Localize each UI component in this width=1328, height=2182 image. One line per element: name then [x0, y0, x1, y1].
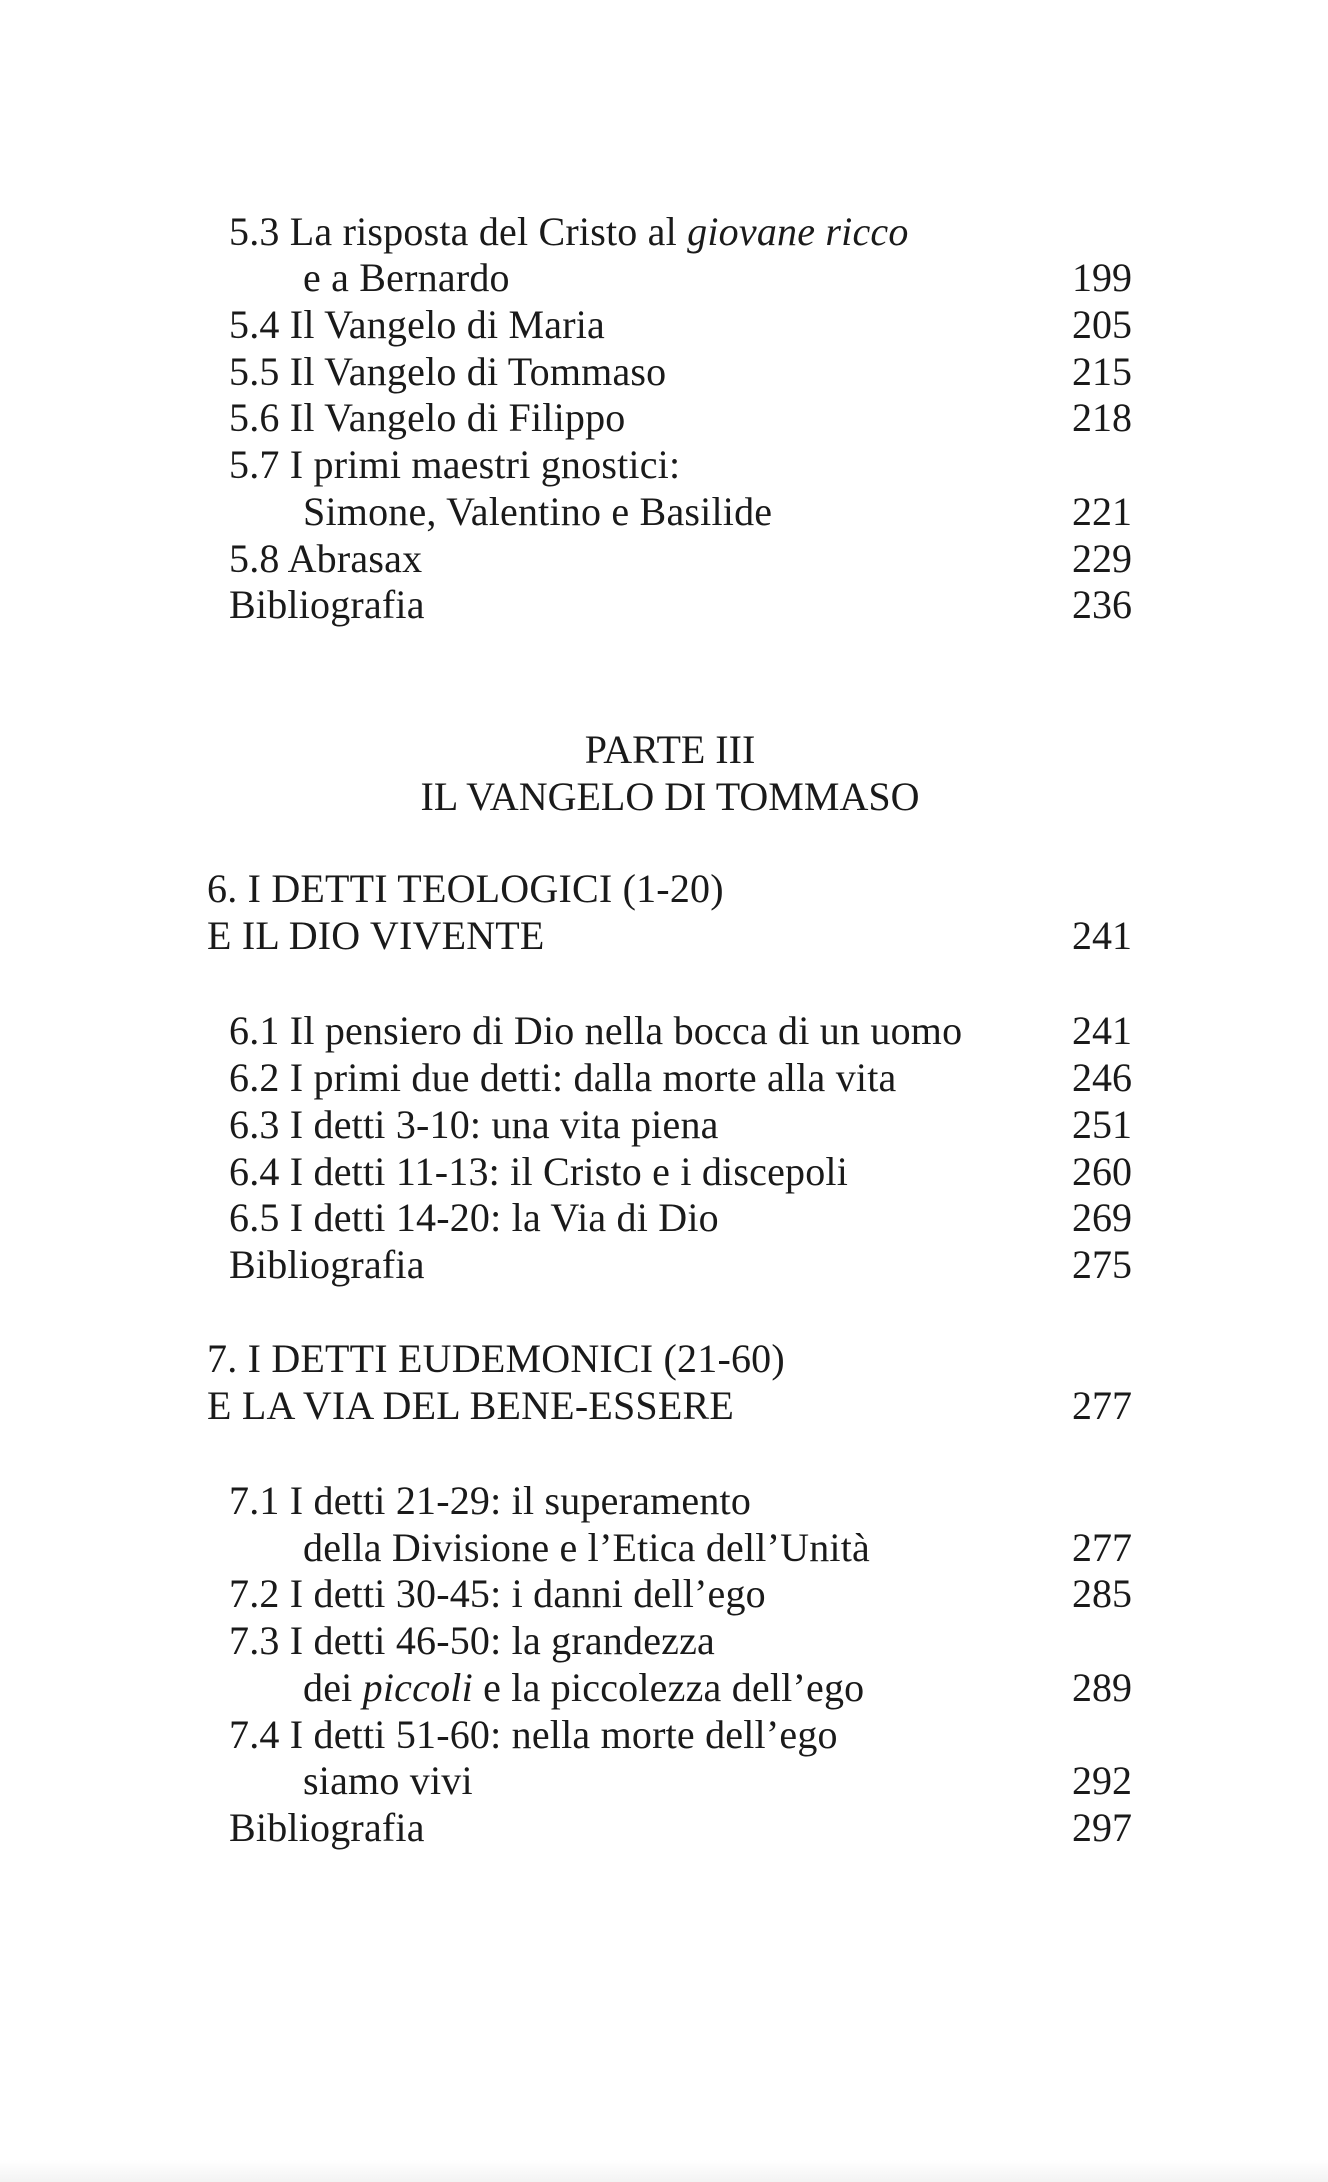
toc-entry-6-2: 6.2 I primi due detti: dalla morte alla vita [229, 1055, 897, 1100]
toc-entry-5-6: 5.6 Il Vangelo di Filippo [229, 395, 626, 440]
page-number: 269 [1072, 1195, 1132, 1240]
page-number: 241 [1072, 1008, 1132, 1053]
page-bottom-edge [0, 2160, 1328, 2182]
page-number: 199 [1072, 255, 1132, 300]
toc-entry-bibliografia: Bibliografia [229, 582, 425, 627]
page-number: 221 [1072, 489, 1132, 534]
page-number: 246 [1072, 1055, 1132, 1100]
page-number: 260 [1072, 1149, 1132, 1194]
toc-entry-6-1: 6.1 Il pensiero di Dio nella bocca di un uomo [229, 1008, 963, 1053]
page-number: 275 [1072, 1242, 1132, 1287]
chapter-6-title-line2: E IL DIO VIVENTE [207, 913, 545, 958]
page-number: 205 [1072, 302, 1132, 347]
part-label: PARTE III [584, 727, 756, 772]
toc-entry-7-1-line2: della Divisione e l’Etica dell’Unità [303, 1525, 871, 1570]
toc-entry-text: e la piccolezza dell’ego [472, 1665, 865, 1710]
chapter-7-title-line2: E LA VIA DEL BENE-ESSERE [207, 1383, 735, 1428]
page-number: 229 [1072, 536, 1132, 581]
page-number: 215 [1072, 349, 1132, 394]
page-number: 277 [1072, 1525, 1132, 1570]
page-number: 297 [1072, 1805, 1132, 1850]
toc-entry-6-5: 6.5 I detti 14-20: la Via di Dio [229, 1195, 719, 1240]
page-number: 251 [1072, 1102, 1132, 1147]
page-number: 218 [1072, 395, 1132, 440]
toc-entry-6-3: 6.3 I detti 3-10: una vita piena [229, 1102, 719, 1147]
toc-entry-5-8: 5.8 Abrasax [229, 536, 423, 581]
toc-entry-6-4: 6.4 I detti 11-13: il Cristo e i discepoli [229, 1149, 849, 1194]
page-number: 289 [1072, 1665, 1132, 1710]
toc-entry-7-1-line1: 7.1 I detti 21-29: il superamento [229, 1478, 752, 1523]
toc-entry-bibliografia: Bibliografia [229, 1242, 425, 1287]
toc-entry-7-4-line1: 7.4 I detti 51-60: nella morte dell’ego [229, 1712, 838, 1757]
toc-entry-5-3-line1 [229, 208, 909, 255]
toc-entry-italic: piccoli [362, 1665, 473, 1710]
page-number: 277 [1072, 1383, 1132, 1428]
toc-entry-5-3-line2: e a Bernardo [303, 255, 510, 300]
toc-entry-text: 5.3 La risposta del Cristo al [229, 209, 688, 254]
page-number: 241 [1072, 913, 1132, 958]
toc-entry-5-4: 5.4 Il Vangelo di Maria [229, 302, 606, 347]
chapter-7-title-line1: 7. I DETTI EUDEMONICI (21-60) [207, 1336, 785, 1381]
page-number: 236 [1072, 582, 1132, 627]
toc-entry-text: dei [303, 1665, 363, 1710]
toc-entry-italic: giovane ricco [687, 209, 909, 254]
toc-entry-5-7-line2: Simone, Valentino e Basilide [303, 489, 773, 534]
page-number: 292 [1072, 1758, 1132, 1803]
toc-entry-7-3-line2 [303, 1664, 864, 1711]
toc-entry-5-5: 5.5 Il Vangelo di Tommaso [229, 349, 667, 394]
toc-entry-7-4-line2: siamo vivi [303, 1758, 473, 1803]
part-title: IL VANGELO DI TOMMASO [420, 774, 920, 819]
toc-entry-7-2: 7.2 I detti 30-45: i danni dell’ego [229, 1571, 766, 1616]
toc-entry-bibliografia: Bibliografia [229, 1805, 425, 1850]
toc-entry-5-7-line1: 5.7 I primi maestri gnostici: [229, 442, 681, 487]
page-number: 285 [1072, 1571, 1132, 1616]
chapter-6-title-line1: 6. I DETTI TEOLOGICI (1-20) [207, 866, 724, 911]
toc-entry-7-3-line1: 7.3 I detti 46-50: la grandezza [229, 1618, 716, 1663]
